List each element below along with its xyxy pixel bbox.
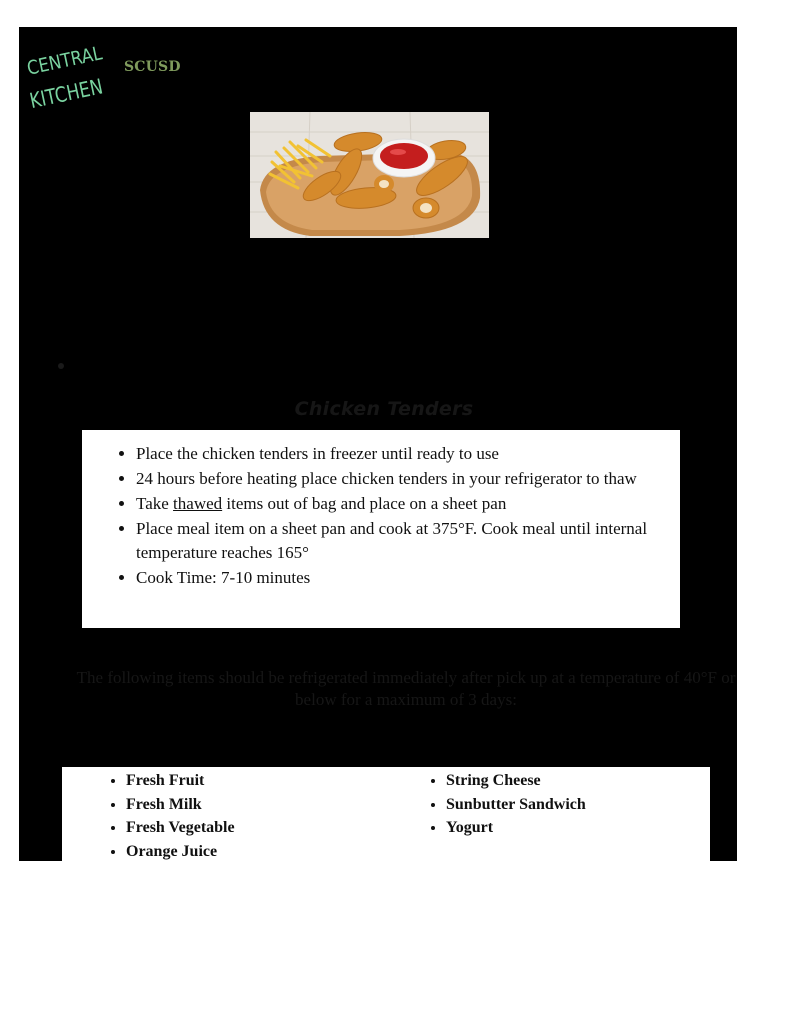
instruction-emphasis: thawed (173, 494, 223, 513)
instruction-text: Take (136, 494, 174, 513)
instruction-item: • Place meal item on a sheet pan and cook at 375°F. Cook meal until internal temperature reaches 165° (136, 517, 660, 565)
instruction-text: items out of bag and place on a sheet pan (222, 494, 507, 513)
refrigerate-items-right (424, 769, 586, 840)
instruction-item (136, 492, 660, 516)
chicken-tenders-photo (250, 112, 489, 238)
refrigeration-notice: The following items should be refrigerated immediately after pick up at a temperature of 40°F or below for a maximum of 3 days: (76, 668, 736, 709)
refrigerate-item: • Yogurt (446, 816, 586, 840)
stray-bullet (58, 363, 64, 369)
logo-line-kitchen: KITCHEN (27, 70, 122, 114)
instruction-item: • Place the chicken tenders in freezer until ready to use (136, 442, 660, 466)
refrigerate-item: • Fresh Fruit (126, 769, 235, 793)
refrigerate-item: • Sunbutter Sandwich (446, 793, 586, 817)
dish-title: Chicken Tenders (294, 398, 474, 420)
instruction-item: • Cook Time: 7-10 minutes (136, 566, 660, 590)
refrigerate-items-box (62, 767, 710, 861)
heating-instructions-box (82, 430, 680, 628)
logo-line-central: CENTRAL (25, 40, 115, 80)
instruction-item: • 24 hours before heating place chicken tenders in your refrigerator to thaw (136, 467, 660, 491)
refrigerate-item: • Orange Juice (126, 840, 235, 864)
organization-name: SCUSD (124, 59, 181, 75)
refrigerate-item: • String Cheese (446, 769, 586, 793)
refrigerate-items-left (104, 769, 235, 863)
refrigerate-item: • Fresh Milk (126, 793, 235, 817)
refrigerate-item: • Fresh Vegetable (126, 816, 235, 840)
central-kitchen-logo (25, 33, 122, 115)
heating-instructions-list (82, 430, 680, 590)
